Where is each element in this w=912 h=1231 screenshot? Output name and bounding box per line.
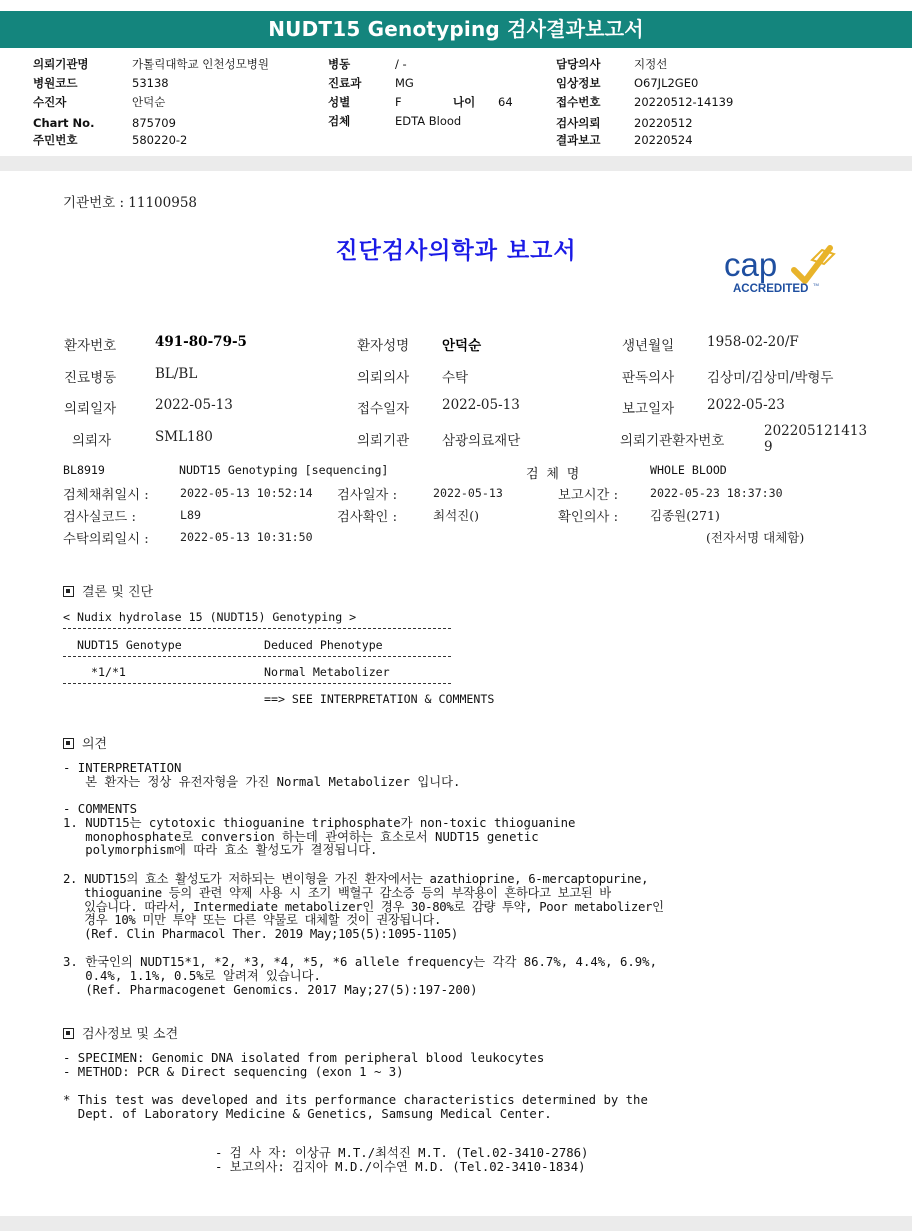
section-title: 결론 및 진단 bbox=[82, 585, 154, 600]
patient-info-label: 환자성명 bbox=[357, 338, 410, 354]
header-info-panel bbox=[0, 48, 912, 156]
genotyping-title: < Nudix hydrolase 15 (NUDT15) Genotyping > bbox=[63, 610, 357, 624]
section-testinfo-heading bbox=[63, 1023, 178, 1042]
table-divider bbox=[63, 656, 451, 657]
result-phenotype: Normal Metabolizer bbox=[264, 665, 390, 679]
header-label: 검체 bbox=[328, 114, 351, 128]
patient-info-label: 진료병동 bbox=[64, 370, 117, 386]
header-label: 의뢰기관명 bbox=[33, 57, 89, 71]
patient-info-value: 9 bbox=[764, 439, 773, 455]
meta-label: 수탁의뢰일시 : bbox=[63, 532, 149, 547]
header-label: 담당의사 bbox=[556, 57, 601, 71]
header-value: O67JL2GE0 bbox=[634, 76, 699, 90]
section-box-icon bbox=[63, 586, 74, 597]
patient-info-label: 보고일자 bbox=[622, 401, 675, 417]
patient-info-value: SML180 bbox=[155, 429, 213, 445]
table-divider bbox=[63, 683, 451, 684]
meta-label: 보고시간 : bbox=[558, 488, 619, 503]
header-value: 580220-2 bbox=[132, 133, 188, 147]
meta-value: 2022-05-13 10:52:14 bbox=[180, 486, 313, 500]
header-label: Chart No. bbox=[33, 116, 95, 130]
signers-text: - 검 사 자: 이상규 M.T./최석진 M.T. (Tel.02-3410-2786) - 보고의사: 김지아 M.D./이수연 M.D. (Tel.02-3410-1834) bbox=[215, 1146, 589, 1174]
footer-separator bbox=[0, 1216, 912, 1231]
header-value: 20220524 bbox=[634, 133, 693, 147]
patient-info-value: 2022-05-13 bbox=[155, 397, 233, 413]
patient-id: 491-80-79-5 bbox=[155, 334, 247, 350]
specimen-method-text: - SPECIMEN: Genomic DNA isolated from peripheral blood leukocytes - METHOD: PCR & Direct sequencing (exon 1 ~ 3) bbox=[63, 1051, 545, 1079]
see-interpretation-note: ==> SEE INTERPRETATION & COMMENTS bbox=[264, 692, 495, 706]
header-label: 병동 bbox=[328, 57, 351, 71]
cap-logo-accredited: ACCREDITED bbox=[733, 283, 809, 295]
patient-info-label: 의뢰의사 bbox=[357, 370, 410, 386]
header-label: 접수번호 bbox=[556, 95, 601, 109]
table-header-genotype: NUDT15 Genotype bbox=[77, 638, 182, 652]
section-title: 검사정보 및 소견 bbox=[82, 1027, 179, 1042]
test-code: BL8919 bbox=[63, 463, 105, 477]
patient-info-value: 2022-05-13 bbox=[442, 397, 520, 413]
patient-info-label: 의뢰기관환자번호 bbox=[620, 433, 725, 449]
header-label: 결과보고 bbox=[556, 133, 601, 147]
meta-value: 2022-05-13 bbox=[433, 486, 503, 500]
patient-info-value: 수탁 bbox=[442, 370, 469, 386]
meta-label: 검사확인 : bbox=[337, 510, 398, 525]
header-value: F bbox=[395, 95, 402, 109]
cap-logo-tm: TM bbox=[813, 282, 819, 287]
institution-number: 기관번호 : 11100958 bbox=[63, 195, 198, 211]
interpretation-text: - INTERPRETATION 본 환자는 정상 유전자형을 가진 Normal Metabolizer 입니다. bbox=[63, 761, 461, 789]
patient-info-label: 의뢰기관 bbox=[357, 433, 410, 449]
patient-info-label: 의뢰자 bbox=[72, 433, 112, 449]
table-header-phenotype: Deduced Phenotype bbox=[264, 638, 383, 652]
comment-3-text: 3. 한국인의 NUDT15*1, *2, *3, *4, *5, *6 allele frequency는 각각 86.7%, 4.4%, 6.9%, 0.4%, 1.1%, 0.5%로 알려져 있습니다. (Ref. Pharmacogenet Genomics. 2017 May;27(5):197-200) bbox=[63, 955, 657, 997]
meta-value: 2022-05-13 10:31:50 bbox=[180, 530, 313, 544]
patient-info-label: 의뢰일자 bbox=[64, 401, 117, 417]
test-name: NUDT15 Genotyping [sequencing] bbox=[179, 463, 389, 477]
patient-birthdate: 1958-02-20/F bbox=[707, 334, 799, 350]
header-label: 수진자 bbox=[33, 95, 67, 109]
meta-value: 2022-05-23 18:37:30 bbox=[650, 486, 783, 500]
patient-info-value: 202205121413 bbox=[764, 423, 868, 439]
report-header-title: NUDT15 Genotyping 검사결과보고서 bbox=[0, 11, 912, 48]
patient-info-value: 김상미/김상미/박형두 bbox=[707, 370, 834, 386]
section-box-icon bbox=[63, 738, 74, 749]
header-label: 주민번호 bbox=[33, 133, 78, 147]
specimen-label: 검 체 명 bbox=[526, 467, 580, 482]
header-label: 임상정보 bbox=[556, 76, 601, 90]
section-title: 의견 bbox=[82, 737, 108, 752]
comment-2-text: 2. NUDT15의 효소 활성도가 저하되는 변이형을 가진 환자에서는 azathioprine, 6-mercaptopurine, thioguanine 등의 관련 약제 사용 시 조기 백혈구 감소증 등의 부작용이 흔하다고 보고된 바 있습니다. 따라서, Intermediate metabolizer인 경우 30-80%로 감량 투약, Poor metabolizer인 경우 10% 미만 투약 또는 다른 약물로 대체할 것이 권장됩니다. (Ref. Clin Pharmacol Ther. 2019 May;105(5):1095-1105) bbox=[63, 872, 664, 942]
section-opinion-heading bbox=[63, 733, 107, 752]
cap-logo-word: cap bbox=[724, 246, 778, 283]
header-value: 가톨릭대학교 인천성모병원 bbox=[132, 57, 269, 71]
meta-label: 검사실코드 : bbox=[63, 510, 136, 525]
header-label: 성별 bbox=[328, 95, 351, 109]
header-value: 64 bbox=[498, 95, 513, 109]
header-value: 안덕순 bbox=[132, 95, 166, 109]
meta-label: 확인의사 : bbox=[558, 510, 619, 525]
patient-info-label: 판독의사 bbox=[622, 370, 675, 386]
cap-logo-graphic bbox=[722, 240, 846, 300]
meta-value: 김종원(271) bbox=[650, 508, 720, 523]
specimen-value: WHOLE BLOOD bbox=[650, 463, 727, 477]
comment-1-text: - COMMENTS 1. NUDT15는 cytotoxic thioguanine triphosphate가 non-toxic thioguanine monophosphate로 conversion 하는데 관여하는 효소로서 NUDT15 genetic polymorphism에 따라 효소 활성도가 결정됩니다. bbox=[63, 802, 576, 858]
cap-accredited-logo bbox=[722, 240, 846, 300]
header-value: / - bbox=[395, 57, 407, 71]
esign-note: (전자서명 대체함) bbox=[706, 530, 805, 545]
patient-info-value: BL/BL bbox=[155, 366, 198, 382]
patient-info-label: 환자번호 bbox=[64, 338, 117, 354]
header-value: EDTA Blood bbox=[395, 114, 462, 128]
header-separator bbox=[0, 156, 912, 171]
header-value: 20220512 bbox=[634, 116, 693, 130]
header-value: 875709 bbox=[132, 116, 176, 130]
header-value: 20220512-14139 bbox=[634, 95, 734, 109]
section-conclusion-heading bbox=[63, 581, 153, 600]
header-value: MG bbox=[395, 76, 414, 90]
header-label: 병원코드 bbox=[33, 76, 78, 90]
report-title: 진단검사의학과 보고서 bbox=[335, 237, 577, 264]
meta-value: L89 bbox=[180, 508, 201, 522]
header-label: 검사의뢰 bbox=[556, 116, 601, 130]
header-label: 진료과 bbox=[328, 76, 362, 90]
patient-info-value: 삼광의료재단 bbox=[442, 433, 521, 449]
header-value: 지정선 bbox=[634, 57, 668, 71]
patient-info-value: 2022-05-23 bbox=[707, 397, 785, 413]
section-box-icon bbox=[63, 1028, 74, 1039]
meta-value: 최석진() bbox=[433, 508, 479, 523]
patient-info-label: 접수일자 bbox=[357, 401, 410, 417]
developer-note-text: * This test was developed and its performance characteristics determined by the Dept. of Laboratory Medicine & Genetics, Samsung Medical Center. bbox=[63, 1093, 648, 1121]
patient-info-label: 생년월일 bbox=[622, 338, 675, 354]
meta-label: 검사일자 : bbox=[337, 488, 398, 503]
patient-name: 안덕순 bbox=[442, 338, 482, 354]
header-label: 나이 bbox=[453, 95, 476, 109]
result-genotype: *1/*1 bbox=[91, 665, 126, 679]
table-divider bbox=[63, 628, 451, 629]
header-value: 53138 bbox=[132, 76, 169, 90]
meta-label: 검체채취일시 : bbox=[63, 488, 149, 503]
